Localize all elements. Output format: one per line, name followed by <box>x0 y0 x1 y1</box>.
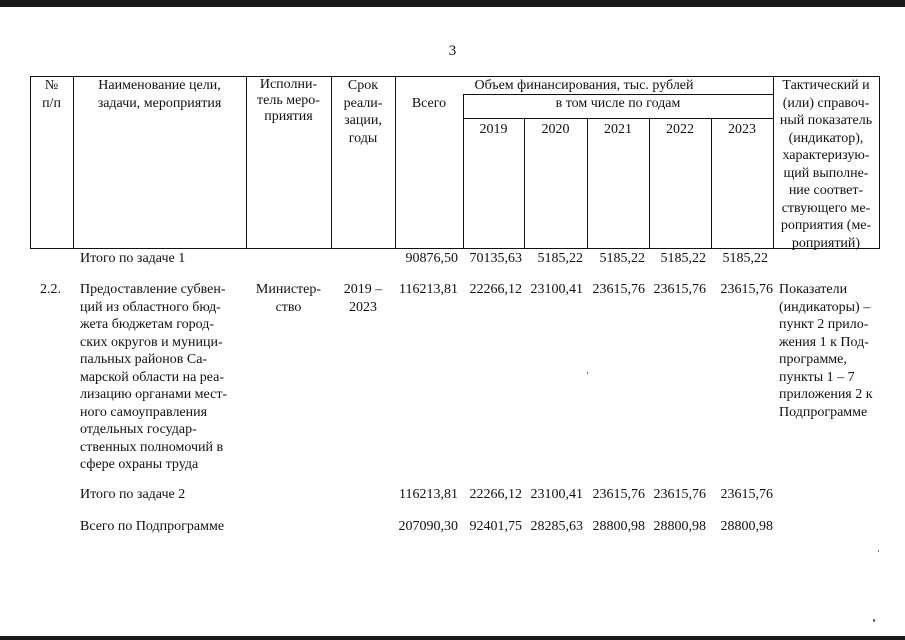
row-name: Предоставление субвен- ций из областного бюд- жета бюджетам город- ских округов и муници- пальных районов Са- марской области на реа- лизацию органами мест- ного самоуправления отдельных государ- ственных полномочий в сфере охраны труда <box>80 282 228 472</box>
value-2022: 23615,76 <box>653 487 706 502</box>
value-2021: 5185,22 <box>599 251 645 266</box>
value-2021: 23615,76 <box>592 487 645 502</box>
col-year-2022: 2022 <box>666 122 694 137</box>
scan-speck <box>878 550 879 552</box>
col-funding-header: Объем финансирования, тыс. рублей <box>474 78 694 93</box>
value-2023: 23615,76 <box>720 282 773 297</box>
value-2019: 70135,63 <box>469 251 522 266</box>
col-indicator-header: Тактический и (или) справоч- ный показатель (индикатор), характеризую- щий выполне- ние соответ- ствующего ме- роприятия (ме- роприятий) <box>779 78 873 251</box>
row-indicator: Показатели (индикаторы) – пункт 2 прило- жения 1 к Под- программе, пункты 1 – 7 приложения 2 к Подпрограмме <box>779 282 873 420</box>
value-total: 116213,81 <box>399 282 458 297</box>
page-number: 3 <box>448 43 457 59</box>
row-number: 2.2. <box>40 282 61 297</box>
row-label: Итого по задаче 1 <box>80 251 186 266</box>
value-2021: 28800,98 <box>592 519 645 534</box>
value-2019: 22266,12 <box>469 282 522 297</box>
value-total: 207090,30 <box>398 519 458 534</box>
value-2023: 5185,22 <box>722 251 768 266</box>
value-2020: 5185,22 <box>537 251 583 266</box>
col-year-2020: 2020 <box>541 122 570 137</box>
value-2019: 92401,75 <box>469 519 522 534</box>
scan-speck <box>587 372 588 374</box>
value-2019: 22266,12 <box>469 487 522 502</box>
value-2022: 28800,98 <box>653 519 706 534</box>
scan-bottom-border <box>0 636 905 640</box>
value-2023: 23615,76 <box>720 487 773 502</box>
col-years-header: в том числе по годам <box>555 96 681 111</box>
col-year-2021: 2021 <box>604 122 632 137</box>
col-name-header: Наименование цели, задачи, мероприятия <box>97 78 222 111</box>
value-2020: 23100,41 <box>530 487 583 502</box>
col-executor-header: Исполни- тель меро- приятия <box>257 77 320 124</box>
col-term-header: Срок реали- зации, годы <box>343 78 383 146</box>
value-2021: 23615,76 <box>592 282 645 297</box>
col-year-2023: 2023 <box>728 122 756 137</box>
col-num-header: № п/п <box>42 78 61 111</box>
value-2020: 23100,41 <box>530 282 583 297</box>
value-total: 90876,50 <box>405 251 458 266</box>
value-2022: 23615,76 <box>653 282 706 297</box>
row-term: 2019 – 2023 <box>343 282 383 315</box>
row-label: Всего по Подпрограмме <box>80 519 225 534</box>
col-year-2019: 2019 <box>479 122 508 137</box>
value-2022: 5185,22 <box>660 251 706 266</box>
row-label: Итого по задаче 2 <box>80 487 186 502</box>
col-total-header: Всего <box>411 96 447 111</box>
value-2023: 28800,98 <box>720 519 773 534</box>
value-total: 116213,81 <box>399 487 458 502</box>
row-executor: Министер- ство <box>255 282 322 315</box>
value-2020: 28285,63 <box>530 519 583 534</box>
scan-top-border <box>0 0 905 7</box>
scan-speck <box>873 619 875 622</box>
